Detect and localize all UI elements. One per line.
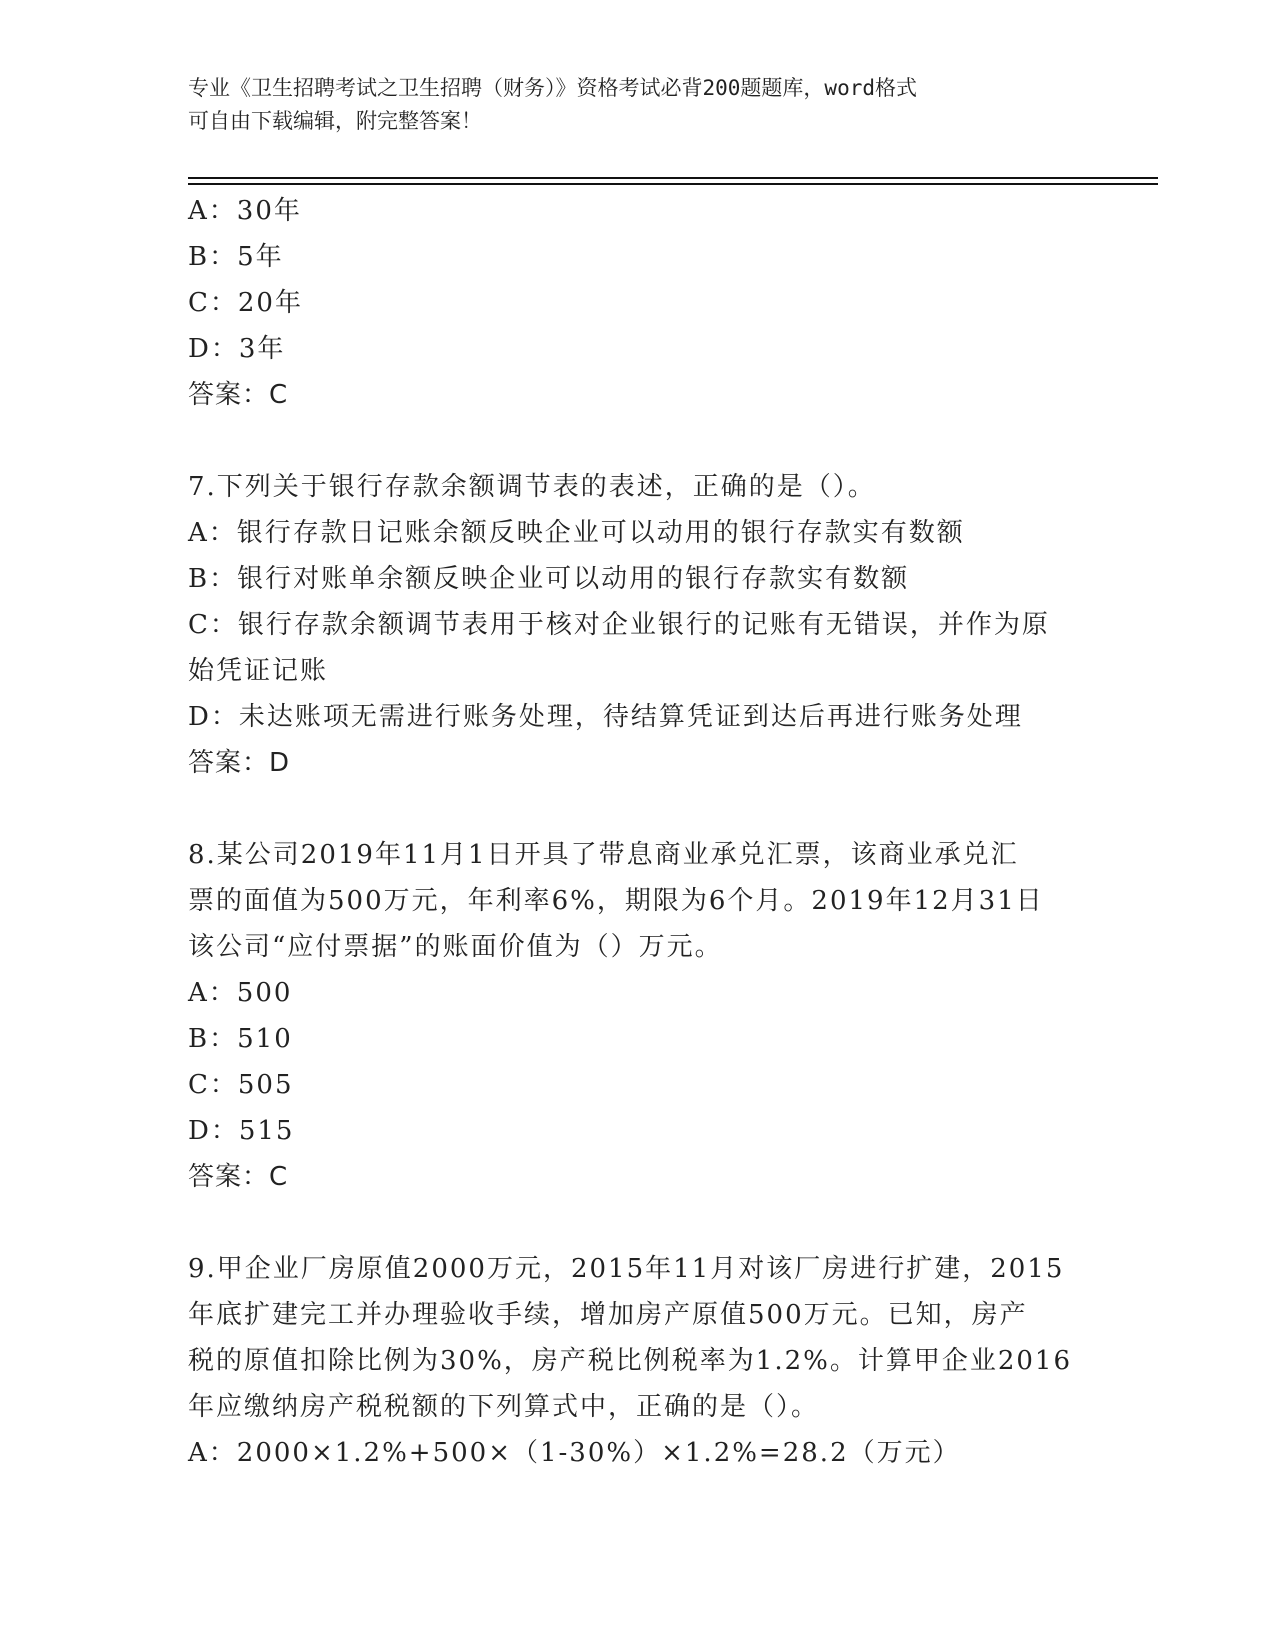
question-7 (188, 464, 1088, 786)
option-d: D：3年 (188, 334, 286, 364)
question-stem-line-2: 票的面值为500万元，年利率6%，期限为6个月。2019年12月31日 (188, 886, 1044, 916)
option-b: B：银行对账单余额反映企业可以动用的银行存款实有数额 (188, 564, 910, 594)
option-a: A：30年 (188, 196, 302, 226)
header-rule-bottom (188, 183, 1158, 185)
answer: 答案：C (188, 380, 289, 410)
option-a: A：银行存款日记账余额反映企业可以动用的银行存款实有数额 (188, 518, 965, 548)
answer: 答案：D (188, 748, 291, 778)
question-8 (188, 832, 1088, 1200)
option-a: A：500 (188, 978, 293, 1008)
question-stem-line-1: 8.某公司2019年11月1日开具了带息商业承兑汇票，该商业承兑汇 (188, 840, 1019, 870)
header-line-2: 可自由下载编辑，附完整答案！ (188, 109, 482, 133)
header-rule-top (188, 177, 1158, 179)
option-d: D：515 (188, 1116, 295, 1146)
question-stem-line-2: 年底扩建完工并办理验收手续，增加房产原值500万元。已知，房产 (188, 1300, 1028, 1330)
question-stem: 7.下列关于银行存款余额调节表的表述，正确的是（）。 (188, 472, 876, 502)
answer: 答案：C (188, 1162, 289, 1192)
option-c-continued: 始凭证记账 (188, 656, 329, 686)
header-line-1: 专业《卫生招聘考试之卫生招聘（财务）》资格考试必背200题题库，word格式 (188, 76, 917, 100)
option-a: A：2000×1.2%+500×（1-30%）×1.2%=28.2（万元） (188, 1438, 961, 1468)
question-6 (188, 188, 1088, 418)
option-b: B：5年 (188, 242, 284, 272)
option-b: B：510 (188, 1024, 293, 1054)
document-body (188, 188, 1088, 1476)
question-9 (188, 1246, 1088, 1476)
option-c: C：505 (188, 1070, 294, 1100)
document-header (188, 72, 1088, 138)
question-stem-line-3: 税的原值扣除比例为30%，房产税比例税率为1.2%。计算甲企业2016 (188, 1346, 1073, 1376)
question-stem-line-4: 年应缴纳房产税税额的下列算式中，正确的是（）。 (188, 1392, 820, 1422)
question-stem-line-1: 9.甲企业厂房原值2000万元，2015年11月对该厂房进行扩建，2015 (188, 1254, 1065, 1284)
option-c: C：银行存款余额调节表用于核对企业银行的记账有无错误，并作为原 (188, 610, 1050, 640)
option-d: D：未达账项无需进行账务处理，待结算凭证到达后再进行账务处理 (188, 702, 1023, 732)
question-stem-line-3: 该公司“应付票据”的账面价值为（）万元。 (188, 932, 723, 962)
option-c: C：20年 (188, 288, 303, 318)
